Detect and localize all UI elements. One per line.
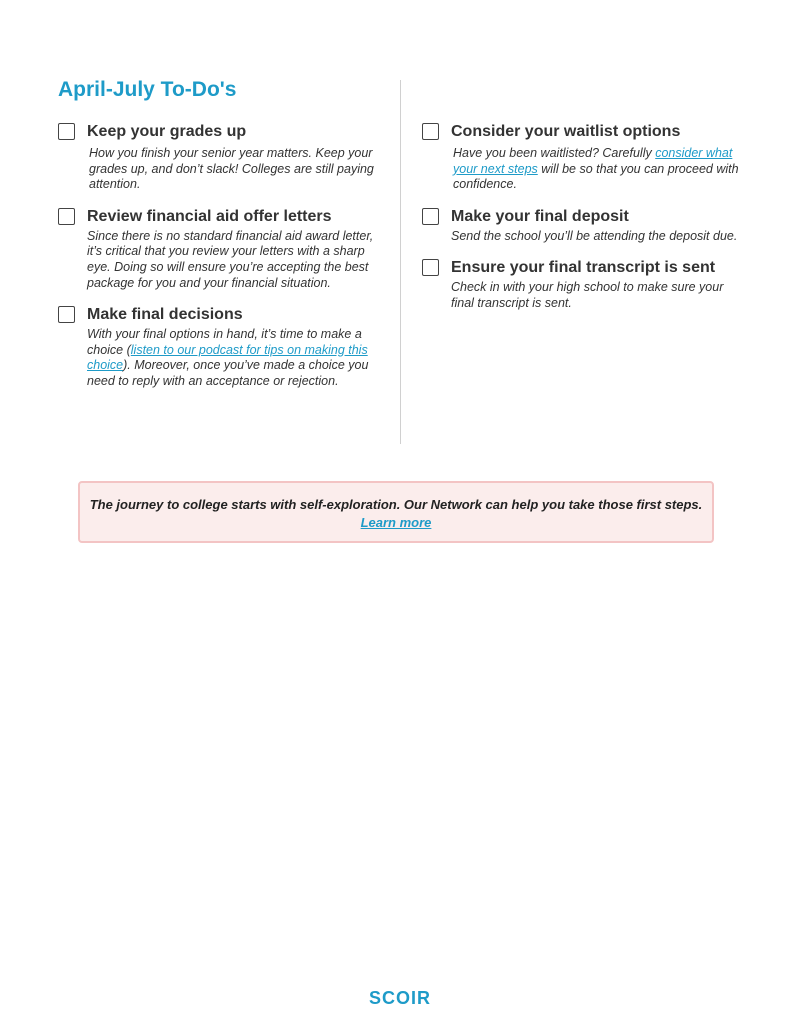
page-title: April-July To-Do's (58, 78, 237, 101)
desc-text: ). Moreover, once you’ve made a choice you need to reply with an acceptance or rejection. (87, 358, 369, 388)
desc-text: Have you been waitlisted? Carefully (453, 146, 656, 160)
left-column (58, 122, 378, 404)
column-divider (400, 80, 401, 444)
scoir-logo: SCOIR (368, 988, 431, 1008)
next-steps-link[interactable]: consider what your next steps (453, 146, 733, 176)
todo-item-final-decisions (58, 305, 378, 389)
todo-description: Since there is no standard financial aid award letter, it’s critical that you review your letters with a sharp eye. Doing so will ensure you’re accepting the best package for you and your financial situation. (87, 228, 374, 290)
checkbox-grades[interactable] (58, 123, 75, 140)
callout-text: The journey to college starts with self-exploration. Our Network can help you take those first steps. (89, 497, 703, 512)
desc-text: With your final options in hand, it’s time to make a choice ( (87, 327, 362, 357)
podcast-link[interactable]: listen to our podcast for tips on making this choice (87, 342, 368, 373)
checkbox-transcript[interactable] (422, 259, 439, 276)
todo-title: Ensure your final transcript is sent (451, 259, 716, 277)
learn-more-link[interactable]: Learn more (360, 515, 432, 530)
checkbox-waitlist[interactable] (422, 123, 439, 140)
todo-item-waitlist (422, 122, 742, 193)
desc-text: will be so that you can proceed with confidence. (453, 161, 739, 192)
todo-description: Send the school you’ll be attending the deposit due. (451, 228, 738, 243)
checkbox-final-decisions[interactable] (58, 306, 75, 323)
right-column (422, 122, 742, 326)
todo-title: Consider your waitlist options (451, 123, 681, 140)
todo-description (451, 146, 742, 193)
todo-item-grades (58, 122, 378, 193)
todo-description (87, 327, 378, 389)
todo-title: Keep your grades up (87, 123, 247, 140)
todo-description: Check in with your high school to make sure your final transcript is sent. (451, 280, 724, 310)
todo-title: Make your final deposit (451, 207, 629, 225)
todo-item-transcript (422, 258, 742, 311)
checkbox-deposit[interactable] (422, 208, 439, 225)
todo-item-deposit (422, 207, 742, 245)
checkbox-financial-aid[interactable] (58, 208, 75, 225)
network-callout (78, 481, 714, 543)
todo-title: Review financial aid offer letters (87, 207, 332, 225)
todo-description: How you finish your senior year matters. Keep your grades up, and don’t slack! Colleges are still paying attention. (89, 146, 374, 192)
todo-title: Make final decisions (87, 306, 243, 324)
todo-item-financial-aid (58, 207, 378, 291)
